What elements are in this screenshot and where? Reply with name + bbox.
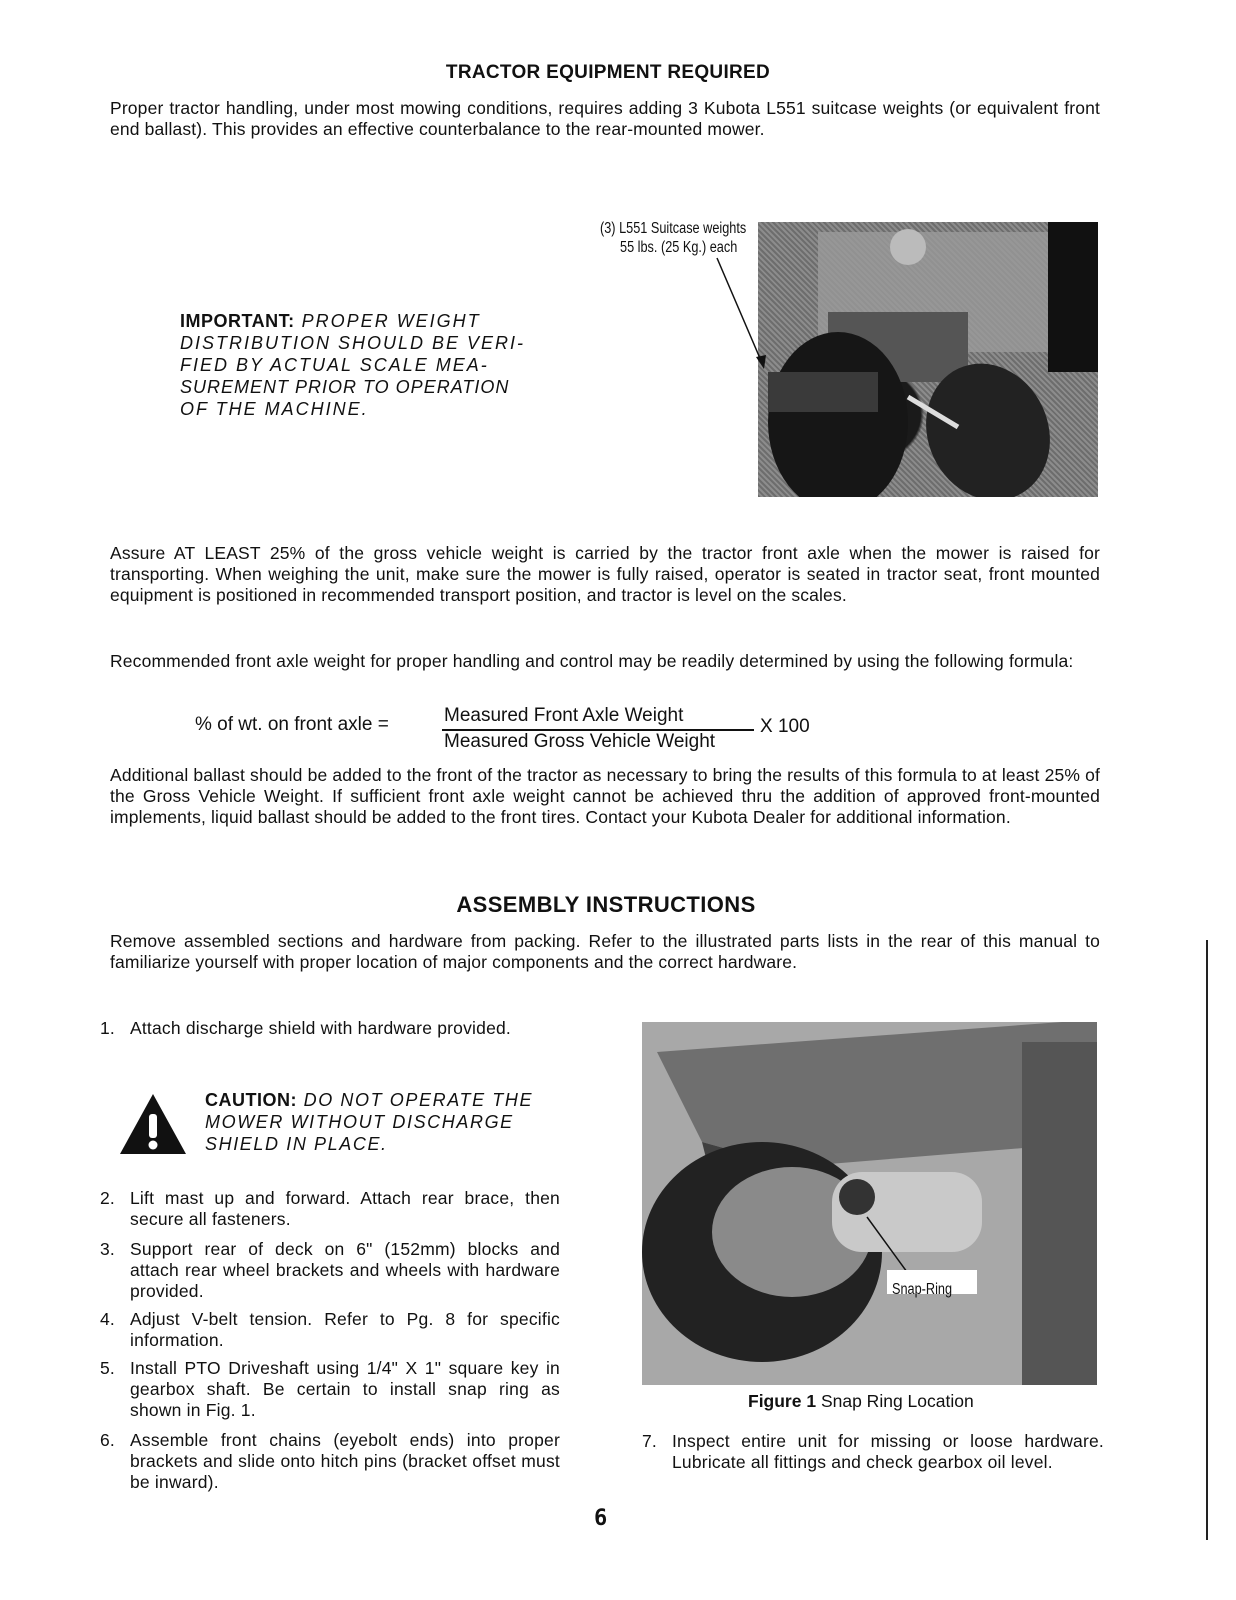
tractor-weights-illustration — [758, 222, 1098, 497]
tractor-intro-paragraph: Proper tractor handling, under most mowing conditions, requires adding 3 Kubota L551 suitcase weights (or equivalent front end ballast). This provides an effective counterbalance to the rear-mounted mower. — [110, 98, 1100, 139]
recommended-paragraph: Recommended front axle weight for proper handling and control may be readily determined by using the following formula: — [110, 651, 1074, 671]
step-2-text: Lift mast up and forward. Attach rear brace, then secure all fasteners. — [130, 1188, 560, 1229]
caution-line2: MOWER WITHOUT DISCHARGE — [205, 1112, 514, 1132]
formula-lhs: % of wt. on front axle = — [195, 714, 389, 735]
step-2-number: 2. — [100, 1188, 115, 1208]
ballast-paragraph: Additional ballast should be added to the front of the tractor as necessary to bring the results of this formula to at least 25% of the Gross Vehicle Weight. If sufficient front axle weight cannot be achieved thru the addition of approved front-mounted implements, liquid ballast should be added to the front tires. Contact your Kubota Dealer for additional information. — [110, 765, 1100, 827]
tractor-weights-photo — [758, 222, 1098, 497]
step-5-text: Install PTO Driveshaft using 1/4" X 1" square key in gearbox shaft. Be certain to install snap ring as shown in Fig. 1. — [130, 1358, 560, 1420]
important-line1: IMPORTANT: PROPER WEIGHT — [180, 311, 481, 331]
step-7 — [642, 1431, 1104, 1473]
figure-title: Snap Ring Location — [820, 1391, 974, 1411]
caution-line1: CAUTION: DO NOT OPERATE THE — [205, 1090, 534, 1110]
step-4 — [100, 1309, 560, 1351]
step-1-number: 1. — [100, 1018, 115, 1038]
important-note — [180, 310, 540, 420]
snap-ring-label: Snap-Ring — [892, 1281, 953, 1298]
step-3-text: Support rear of deck on 6" (152mm) blocks and attach rear wheel brackets and wheels with hardware provided. — [130, 1239, 560, 1301]
snap-ring-illustration — [642, 1022, 1097, 1385]
step-5 — [100, 1358, 560, 1421]
step-4-number: 4. — [100, 1309, 115, 1329]
step-7-number: 7. — [642, 1431, 657, 1451]
callout-arrow-weights — [714, 255, 774, 375]
page-number: 6 — [594, 1506, 608, 1531]
section-heading-assembly: ASSEMBLY INSTRUCTIONS — [456, 892, 756, 917]
step-7-text: Inspect entire unit for missing or loose hardware. Lubricate all fittings and check gearbox oil level. — [672, 1431, 1104, 1472]
step-2 — [100, 1188, 560, 1230]
figure-label: Figure 1 — [748, 1391, 817, 1411]
figure-1-caption — [748, 1391, 974, 1412]
important-line3: FIED BY ACTUAL SCALE MEA- — [180, 355, 489, 375]
formula-denominator: Measured Gross Vehicle Weight — [444, 731, 716, 752]
important-line2: DISTRIBUTION SHOULD BE VERI- — [180, 333, 526, 353]
step-1-text: Attach discharge shield with hardware provided. — [130, 1018, 511, 1038]
caution-note — [205, 1089, 565, 1155]
important-line5: OF THE MACHINE. — [180, 399, 369, 419]
formula-multiplier: X 100 — [760, 716, 810, 737]
step-1 — [100, 1018, 560, 1039]
photo-caption-line1: (3) L551 Suitcase weights — [600, 220, 747, 237]
scan-edge-line — [1206, 940, 1208, 1540]
step-6-number: 6. — [100, 1430, 115, 1450]
step-6-text: Assemble front chains (eyebolt ends) into proper brackets and slide onto hitch pins (bracket offset must be inward). — [130, 1430, 560, 1492]
photo-caption-line2: 55 lbs. (25 Kg.) each — [620, 239, 738, 256]
caution-line3: SHIELD IN PLACE. — [205, 1134, 388, 1154]
assembly-intro-paragraph: Remove assembled sections and hardware from packing. Refer to the illustrated parts lists in the rear of this manual to familiarize yourself with proper location of major components and the correct hardware. — [110, 931, 1100, 972]
assure-paragraph: Assure AT LEAST 25% of the gross vehicle weight is carried by the tractor front axle when the mower is raised for transporting. When weighing the unit, make sure the mower is fully raised, operator is seated in tractor seat, front mounted equipment is positioned in recommended transport position, and tractor is level on the scales. — [110, 543, 1100, 605]
caution-label: CAUTION: — [205, 1090, 297, 1110]
snap-ring-photo — [642, 1022, 1097, 1385]
important-line4: SUREMENT PRIOR TO OPERATION — [180, 377, 510, 397]
step-3 — [100, 1239, 560, 1302]
step-5-number: 5. — [100, 1358, 115, 1378]
step-6 — [100, 1430, 560, 1493]
formula-numerator: Measured Front Axle Weight — [444, 705, 684, 726]
section-heading-tractor: TRACTOR EQUIPMENT REQUIRED — [445, 62, 771, 83]
step-3-number: 3. — [100, 1239, 115, 1259]
important-label: IMPORTANT: — [180, 311, 295, 331]
warning-triangle-icon — [118, 1092, 188, 1156]
step-4-text: Adjust V-belt tension. Refer to Pg. 8 for specific information. — [130, 1309, 560, 1350]
